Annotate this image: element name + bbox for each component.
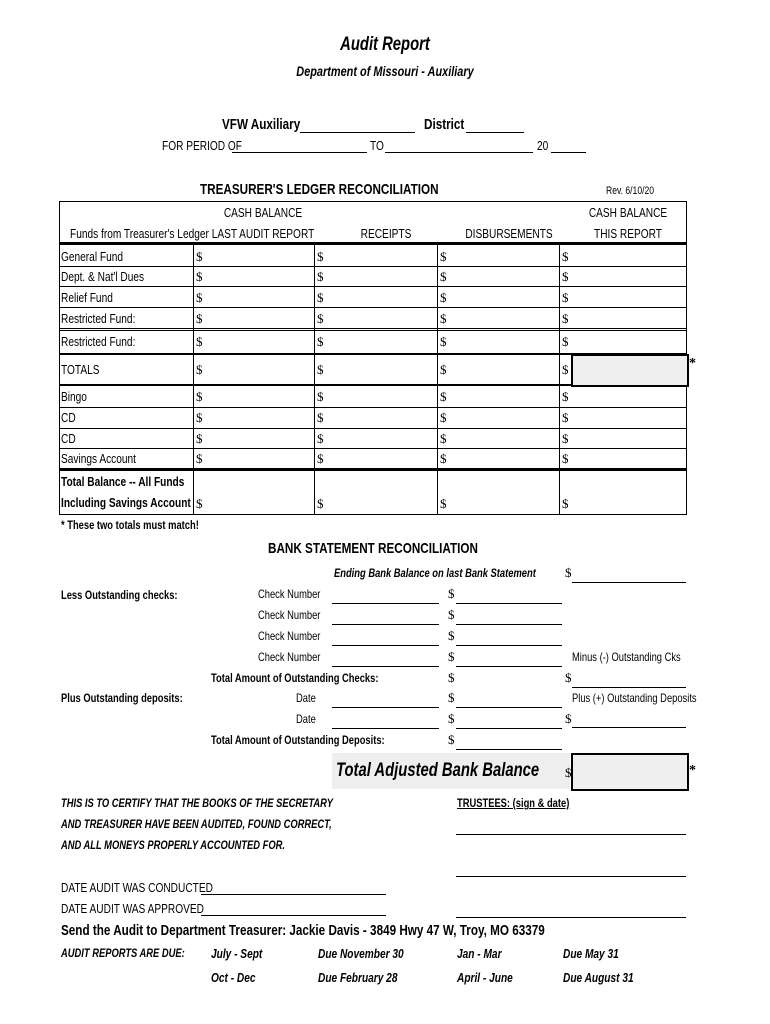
dollar-sign: $ xyxy=(448,649,455,664)
asterisk-marker: * xyxy=(689,763,696,778)
dollar-sign: $ xyxy=(565,565,572,580)
bank-heading: BANK STATEMENT RECONCILIATION xyxy=(268,540,478,557)
check-amount-field[interactable] xyxy=(456,645,562,646)
dollar-sign: $ xyxy=(562,451,569,466)
report-subtitle: Department of Missouri - Auxiliary xyxy=(296,63,474,79)
check-number-field[interactable] xyxy=(332,666,439,667)
q3-due: Due May 31 xyxy=(563,946,619,961)
dollar-sign: $ xyxy=(440,362,447,377)
date-conducted-field[interactable] xyxy=(201,894,386,895)
check-number-label: Check Number xyxy=(258,587,321,601)
total-deposits-amount-field[interactable] xyxy=(456,749,562,750)
deposit-amount-field[interactable] xyxy=(456,728,562,729)
check-number-label: Check Number xyxy=(258,629,321,643)
minus-outstanding-note: Minus (-) Outstanding Cks xyxy=(572,650,681,664)
check-amount-field[interactable] xyxy=(456,603,562,604)
trustee-signature-field[interactable] xyxy=(456,876,686,877)
dollar-sign: $ xyxy=(440,334,447,349)
col-disbursements-header: DISBURSEMENTS xyxy=(465,226,553,241)
check-number-label: Check Number xyxy=(258,650,321,664)
dollar-sign: $ xyxy=(196,389,203,404)
check-amount-field[interactable] xyxy=(456,624,562,625)
plus-outstanding-label: Plus Outstanding deposits: xyxy=(61,691,183,705)
dollar-sign: $ xyxy=(317,451,324,466)
ending-balance-label: Ending Bank Balance on last Bank Statement xyxy=(334,566,536,580)
q2-period: Oct - Dec xyxy=(211,970,256,985)
row-label: Relief Fund xyxy=(61,290,113,305)
period-to-label: TO xyxy=(370,138,384,153)
dollar-sign: $ xyxy=(448,628,455,643)
dollar-sign: $ xyxy=(562,334,569,349)
dollar-sign: $ xyxy=(196,249,203,264)
q1-period: July - Sept xyxy=(211,946,263,961)
dollar-sign: $ xyxy=(196,269,203,284)
dollar-sign: $ xyxy=(562,249,569,264)
check-number-field[interactable] xyxy=(332,603,439,604)
row-label: CD xyxy=(61,431,76,446)
total-balance-label-2: Including Savings Account xyxy=(61,495,191,510)
dollar-sign: $ xyxy=(317,249,324,264)
dollar-sign: $ xyxy=(317,431,324,446)
report-title: Audit Report xyxy=(340,34,430,55)
dollar-sign: $ xyxy=(562,311,569,326)
check-number-field[interactable] xyxy=(332,645,439,646)
q1-due: Due November 30 xyxy=(318,946,404,961)
adjusted-balance-label: Total Adjusted Bank Balance xyxy=(336,760,540,781)
deposit-date-field[interactable] xyxy=(332,707,439,708)
dollar-sign: $ xyxy=(448,607,455,622)
adjusted-balance-field[interactable] xyxy=(571,753,689,791)
dollar-sign: $ xyxy=(440,249,447,264)
certify-line-1: THIS IS TO CERTIFY THAT THE BOOKS OF THE SECRETARY xyxy=(61,796,333,810)
col-cash-last-header-1: CASH BALANCE xyxy=(223,205,303,220)
dollar-sign: $ xyxy=(562,290,569,305)
certify-line-3: AND ALL MONEYS PROPERLY ACCOUNTED FOR. xyxy=(61,838,285,852)
dollar-sign: $ xyxy=(562,269,569,284)
total-deposits-field[interactable] xyxy=(572,727,686,728)
period-year-label: 20 xyxy=(537,138,549,153)
vfw-auxiliary-label: VFW Auxiliary xyxy=(222,116,301,133)
trustees-label: TRUSTEES: (sign & date) xyxy=(457,796,570,810)
dollar-sign: $ xyxy=(448,586,455,601)
period-of-label: FOR PERIOD OF xyxy=(162,138,242,153)
totals-match-note: * These two totals must match! xyxy=(61,518,199,532)
dollar-sign: $ xyxy=(448,732,455,747)
total-balance-label-1: Total Balance -- All Funds xyxy=(61,474,185,489)
totals-cash-this-report-field[interactable] xyxy=(571,354,689,387)
deposit-amount-field[interactable] xyxy=(456,707,562,708)
dollar-sign: $ xyxy=(196,290,203,305)
row-label: CD xyxy=(61,410,76,425)
q3-period: Jan - Mar xyxy=(457,946,502,961)
send-to-treasurer: Send the Audit to Department Treasurer: Jackie Davis - 3849 Hwy 47 W, Troy, MO 63379 xyxy=(61,922,545,939)
total-checks-label: Total Amount of Outstanding Checks: xyxy=(211,671,379,685)
dollar-sign: $ xyxy=(317,496,324,511)
dollar-sign: $ xyxy=(196,496,203,511)
dollar-sign: $ xyxy=(440,290,447,305)
dollar-sign: $ xyxy=(448,711,455,726)
due-label: AUDIT REPORTS ARE DUE: xyxy=(61,946,185,960)
dollar-sign: $ xyxy=(562,410,569,425)
plus-outstanding-note: Plus (+) Outstanding Deposits xyxy=(572,691,697,705)
totals-label: TOTALS xyxy=(61,362,100,377)
dollar-sign: $ xyxy=(317,290,324,305)
dollar-sign: $ xyxy=(440,269,447,284)
dollar-sign: $ xyxy=(196,311,203,326)
dollar-sign: $ xyxy=(565,711,572,726)
dollar-sign: $ xyxy=(196,451,203,466)
q4-due: Due August 31 xyxy=(563,970,634,985)
deposit-date-field[interactable] xyxy=(332,728,439,729)
dollar-sign: $ xyxy=(196,410,203,425)
row-label: Dept. & Nat'l Dues xyxy=(61,269,145,284)
check-amount-field[interactable] xyxy=(456,666,562,667)
district-label: District xyxy=(424,116,465,133)
col-funds-header: Funds from Treasurer's Ledger xyxy=(70,226,209,241)
row-label: Restricted Fund: xyxy=(61,334,136,349)
dollar-sign: $ xyxy=(562,362,569,377)
dollar-sign: $ xyxy=(562,389,569,404)
check-number-label: Check Number xyxy=(258,608,321,622)
dollar-sign: $ xyxy=(440,389,447,404)
q2-due: Due February 28 xyxy=(318,970,398,985)
dollar-sign: $ xyxy=(317,334,324,349)
col-receipts-header: RECEIPTS xyxy=(360,226,412,241)
dollar-sign: $ xyxy=(448,670,455,685)
row-label: Bingo xyxy=(61,389,87,404)
dollar-sign: $ xyxy=(196,334,203,349)
date-label: Date xyxy=(296,712,316,726)
dollar-sign: $ xyxy=(196,431,203,446)
ledger-heading: TREASURER'S LEDGER RECONCILIATION xyxy=(200,181,439,198)
ending-balance-field[interactable] xyxy=(572,582,686,583)
q4-period: April - June xyxy=(457,970,513,985)
dollar-sign: $ xyxy=(317,362,324,377)
total-deposits-label: Total Amount of Outstanding Deposits: xyxy=(211,733,385,747)
asterisk-marker: * xyxy=(689,356,696,371)
row-label: Restricted Fund: xyxy=(61,311,136,326)
date-conducted-label: DATE AUDIT WAS CONDUCTED xyxy=(61,880,213,895)
dollar-sign: $ xyxy=(562,496,569,511)
dollar-sign: $ xyxy=(440,311,447,326)
less-outstanding-label: Less Outstanding checks: xyxy=(61,588,178,602)
col-cash-this-header-2: THIS REPORT xyxy=(594,226,662,241)
total-checks-field[interactable] xyxy=(572,687,686,688)
col-cash-last-header-2: LAST AUDIT REPORT xyxy=(211,226,315,241)
dollar-sign: $ xyxy=(440,496,447,511)
trustee-signature-field[interactable] xyxy=(456,834,686,835)
row-label: Savings Account xyxy=(61,451,136,466)
dollar-sign: $ xyxy=(317,389,324,404)
certify-line-2: AND TREASURER HAVE BEEN AUDITED, FOUND CORRECT, xyxy=(61,817,332,831)
dollar-sign: $ xyxy=(440,451,447,466)
col-cash-this-header-1: CASH BALANCE xyxy=(588,205,668,220)
dollar-sign: $ xyxy=(196,362,203,377)
dollar-sign: $ xyxy=(448,690,455,705)
check-number-field[interactable] xyxy=(332,624,439,625)
dollar-sign: $ xyxy=(565,765,572,780)
date-approved-field[interactable] xyxy=(201,915,386,916)
revision-date: Rev. 6/10/20 xyxy=(606,185,655,197)
dollar-sign: $ xyxy=(562,431,569,446)
date-label: Date xyxy=(296,691,316,705)
dollar-sign: $ xyxy=(317,410,324,425)
row-label: General Fund xyxy=(61,249,124,264)
dollar-sign: $ xyxy=(440,431,447,446)
dollar-sign: $ xyxy=(317,311,324,326)
trustee-signature-field[interactable] xyxy=(456,917,686,918)
date-approved-label: DATE AUDIT WAS APPROVED xyxy=(61,901,204,916)
dollar-sign: $ xyxy=(440,410,447,425)
dollar-sign: $ xyxy=(565,670,572,685)
dollar-sign: $ xyxy=(317,269,324,284)
